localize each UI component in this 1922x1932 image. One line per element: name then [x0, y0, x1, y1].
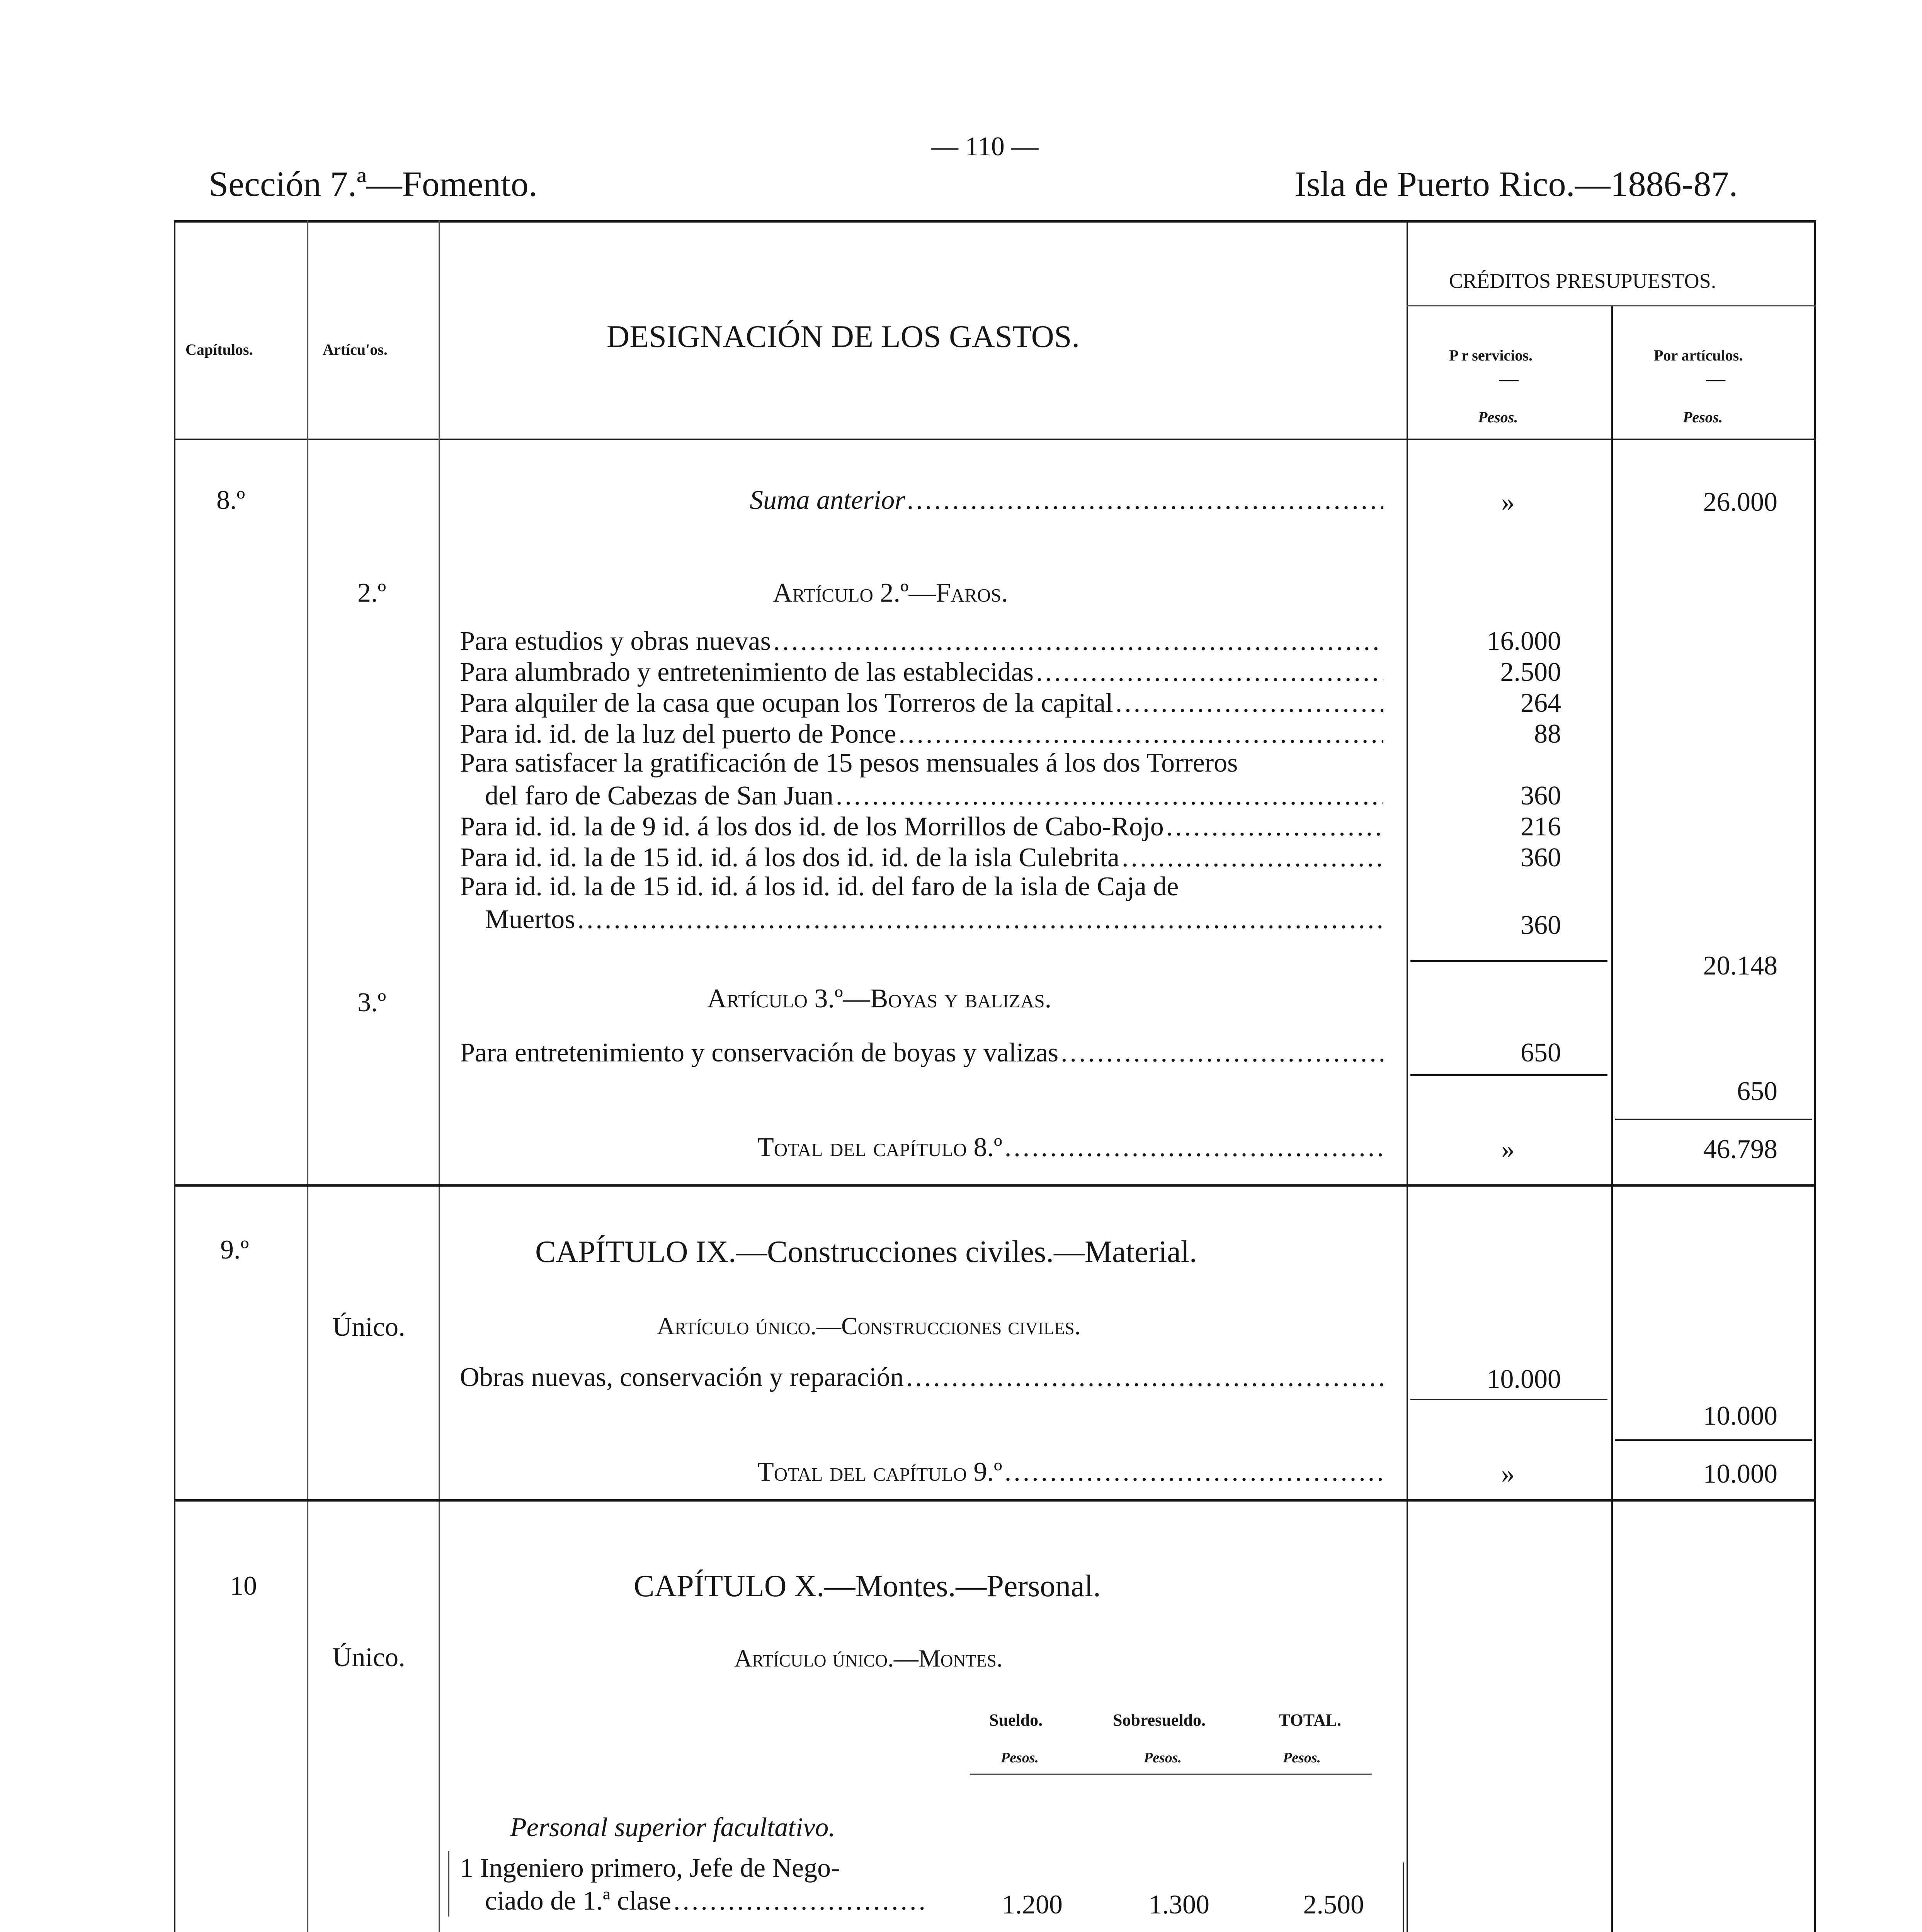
- sub-header-pesos-sueldo: Pesos.: [1001, 1750, 1039, 1766]
- cap8-item-5-line1: Para satisfacer la gratificación de 15 pesos mensuales á los dos Torreros: [460, 748, 1238, 778]
- cap10-title: CAPÍTULO X.—Montes.—Personal.: [634, 1569, 1101, 1603]
- cap8-bottom-rule: [174, 1184, 1816, 1187]
- cap9-article-title: Artículo único.—Construcciones civiles.: [657, 1312, 1081, 1340]
- cap8-item-8-line1: Para id. id. la de 15 id. id. á los id. id. del faro de la isla de Caja de: [460, 872, 1179, 901]
- cap8-item-4-amount: 88: [1534, 719, 1561, 749]
- cap8-item-5-amount: 360: [1521, 781, 1561, 811]
- cap8-item-6-amount: 216: [1521, 812, 1561, 842]
- cap8-number: 8.º: [216, 485, 245, 515]
- sub-header-sobresueldo: Sobresueldo.: [1113, 1711, 1206, 1730]
- col-header-designacion: DESIGNACIÓN DE LOS GASTOS.: [607, 319, 1080, 354]
- cap8-art3-number: 3.º: [357, 988, 386, 1017]
- cap8-art2-title: Artículo 2.º—Faros.: [773, 578, 1008, 608]
- cap8-item-3-amount: 264: [1521, 688, 1561, 718]
- header-bottom-rule: [174, 439, 1816, 440]
- cap8-item-7: Para id. id. la de 15 id. id. á los dos id. id. de la isla Culebrita .....: [460, 842, 1383, 873]
- page-number: — 110 —: [931, 132, 1039, 162]
- cap8-item-8: Muertos .....: [485, 904, 1383, 935]
- right-border: [1814, 220, 1816, 1932]
- cap9-total-rule-top: [1615, 1439, 1812, 1441]
- cap9-item-amount: 10.000: [1487, 1364, 1561, 1394]
- cap8-item-5: del faro de Cabezas de San Juan .....: [485, 781, 1383, 811]
- col-divider-designacion: [1407, 220, 1408, 1932]
- table-top-rule: [174, 220, 1816, 223]
- sub-header-total: TOTAL.: [1279, 1711, 1341, 1730]
- cap8-art2-total: 20.148: [1703, 951, 1777, 981]
- row-ingeniero-total: 2.500: [1303, 1890, 1364, 1920]
- sub-header-pesos-total: Pesos.: [1283, 1750, 1321, 1766]
- cap8-item-1-amount: 16.000: [1487, 626, 1561, 656]
- cap8-total-servicios: »: [1501, 1134, 1515, 1164]
- col-header-dash-1: —: [1499, 368, 1519, 389]
- cap8-item-2: Para alumbrado y entretenimiento de las establecidas .....: [460, 657, 1383, 688]
- creditos-rule: [1407, 305, 1816, 306]
- cap8-item-7-amount: 360: [1521, 843, 1561, 872]
- col-divider-capitulos: [307, 220, 308, 1932]
- place-year: Isla de Puerto Rico.—1886-87.: [1294, 164, 1738, 204]
- cap8-art3-amount: 650: [1521, 1038, 1561, 1068]
- sub-header-sueldo: Sueldo.: [989, 1711, 1043, 1730]
- cap8-item-2-amount: 2.500: [1500, 657, 1561, 687]
- cap10-article-title: Artículo único.—Montes.: [734, 1645, 1003, 1672]
- cap8-suma-articulos: 26.000: [1703, 487, 1777, 517]
- row-ingeniero-sobresueldo: 1.300: [1148, 1890, 1209, 1920]
- cap9-title: CAPÍTULO IX.—Construcciones civiles.—Material.: [535, 1235, 1197, 1269]
- cap8-art3-item: Para entretenimiento y conservación de boyas y valizas .....: [460, 1037, 1383, 1068]
- cap8-suma-anterior: Suma anterior .....: [750, 485, 1383, 516]
- col-divider-articulos: [439, 220, 440, 1932]
- cap9-sum-rule: [1410, 1399, 1607, 1400]
- col-header-capitulos: Capítulos.: [185, 341, 253, 358]
- cap9-total: Total del capítulo 9.º .....: [757, 1457, 1383, 1488]
- group-title-superior: Personal superior facultativo.: [510, 1813, 835, 1842]
- left-border: [174, 220, 175, 1932]
- cap8-item-1: Para estudios y obras nuevas .....: [460, 626, 1383, 657]
- cap8-suma-servicios: »: [1501, 487, 1515, 517]
- personal-bracket: [1403, 1862, 1404, 1932]
- cap9-number: 9.º: [220, 1235, 249, 1265]
- sub-header-pesos-sobre: Pesos.: [1144, 1750, 1182, 1766]
- cap10-article-number: Único.: [332, 1643, 405, 1672]
- cap8-item-8-amount: 360: [1521, 910, 1561, 940]
- cap9-item: Obras nuevas, conservación y reparación .....: [460, 1362, 1383, 1393]
- col-header-por-articulos: Por artículos.: [1654, 347, 1743, 364]
- cap9-total-articulos: 10.000: [1703, 1459, 1777, 1489]
- cap8-art3-title: Artículo 3.º—Boyas y balizas.: [707, 984, 1052, 1014]
- cap8-item-6: Para id. id. la de 9 id. á los dos id. de los Morrillos de Cabo-Rojo .....: [460, 811, 1383, 842]
- col-header-creditos: CRÉDITOS PRESUPUESTOS.: [1449, 269, 1716, 293]
- col-header-dash-2: —: [1706, 368, 1725, 389]
- cap8-art2-sum-rule: [1410, 960, 1607, 962]
- cap9-total-servicios: »: [1501, 1459, 1515, 1489]
- row-ingeniero-line1: 1 Ingeniero primero, Jefe de Nego-: [460, 1853, 840, 1883]
- group-1-bracket: [448, 1851, 449, 1917]
- cap8-item-4: Para id. id. de la luz del puerto de Ponce .....: [460, 719, 1383, 750]
- cap8-total: Total del capítulo 8.º .....: [757, 1132, 1383, 1163]
- cap9-article-number: Único.: [332, 1312, 405, 1342]
- col-header-pesos-servicios: Pesos.: [1478, 408, 1518, 426]
- cap10-number: 10: [230, 1571, 257, 1601]
- col-divider-servicios: [1611, 305, 1613, 1932]
- col-header-pesos-articulos: Pesos.: [1683, 408, 1723, 426]
- col-header-articulos: Artícu'os.: [323, 341, 388, 358]
- cap9-article-total: 10.000: [1703, 1401, 1777, 1431]
- cap8-art2-number: 2.º: [357, 578, 386, 608]
- row-ingeniero: ciado de 1.ª clase .....: [485, 1886, 925, 1917]
- sub-header-rule: [970, 1774, 1372, 1775]
- cap9-bottom-rule: [174, 1499, 1816, 1502]
- cap8-art3-sum-rule: [1410, 1074, 1607, 1076]
- cap8-total-articulos: 46.798: [1703, 1134, 1777, 1164]
- row-ingeniero-sueldo: 1.200: [1002, 1890, 1063, 1920]
- cap8-total-rule-top: [1615, 1119, 1812, 1120]
- section-title: Sección 7.ª—Fomento.: [209, 164, 537, 204]
- cap8-art3-total: 650: [1737, 1077, 1777, 1106]
- cap8-item-3: Para alquiler de la casa que ocupan los Torreros de la capital .....: [460, 688, 1383, 719]
- col-header-por-servicios: P r servicios.: [1449, 347, 1532, 364]
